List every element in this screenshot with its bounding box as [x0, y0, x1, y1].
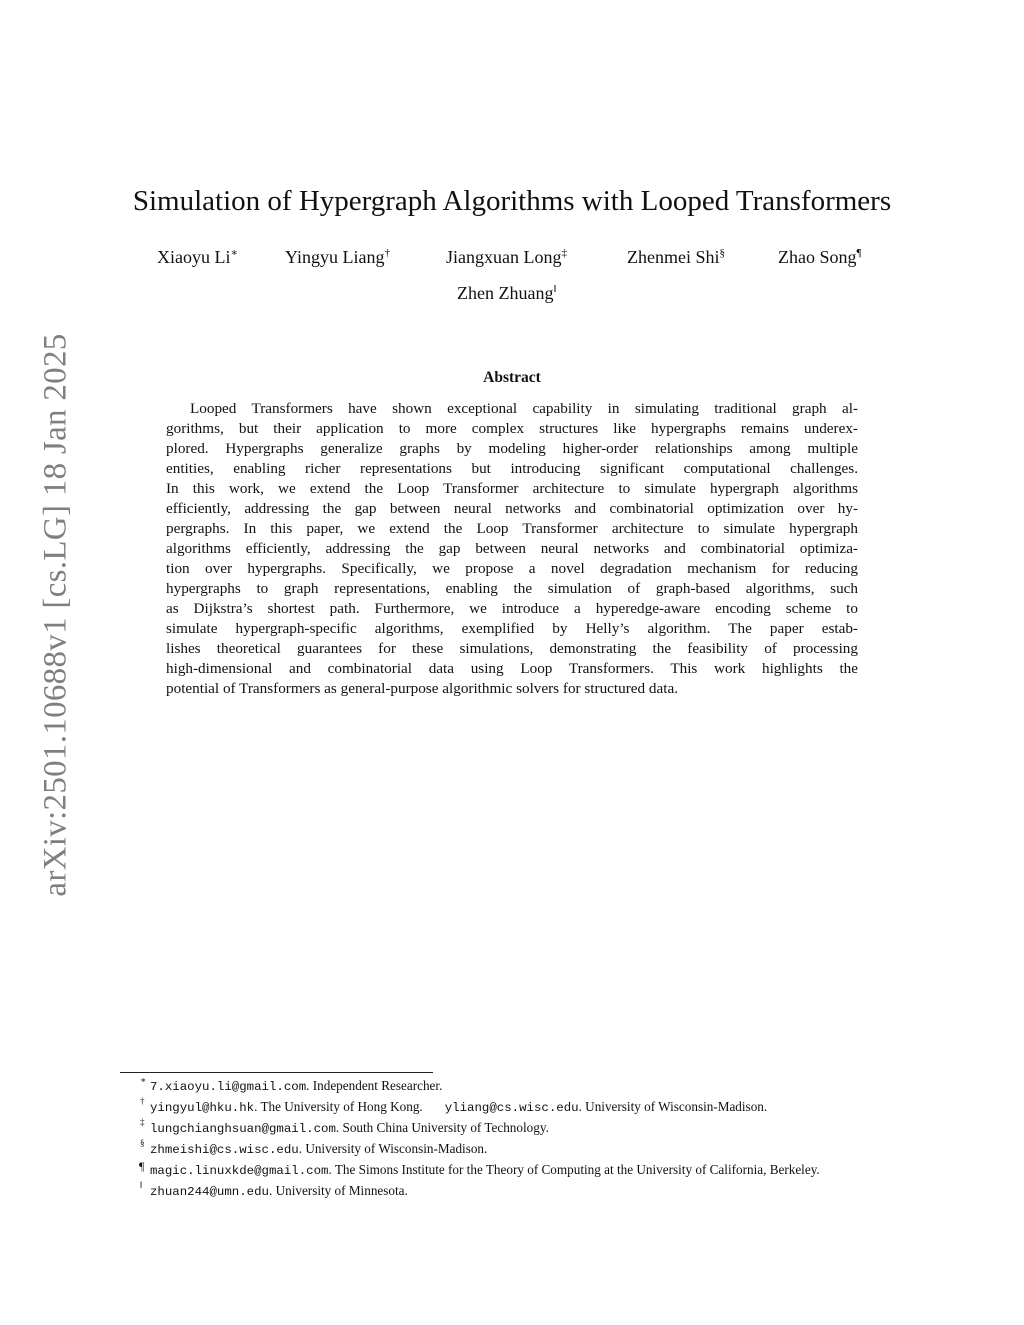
author-mark: †: [384, 247, 390, 259]
footnote-affiliation: . The University of Hong Kong.: [254, 1099, 423, 1114]
author: [446, 246, 567, 268]
author: [627, 246, 725, 268]
abstract-body: [166, 399, 858, 699]
footnote: [120, 1076, 906, 1097]
abstract-line: plored. Hypergraphs generalize graphs by modeling higher-order relationships among multiple: [166, 440, 858, 457]
footnote-email[interactable]: yingyul@hku.hk: [150, 1101, 255, 1115]
footnote-mark: †: [140, 1096, 145, 1106]
author-name: Yingyu Liang: [285, 247, 385, 267]
author: [157, 246, 238, 268]
footnote-affiliation-secondary: . University of Wisconsin-Madison.: [578, 1099, 768, 1114]
footnote-email[interactable]: magic.linuxkde@gmail.com: [150, 1164, 329, 1178]
abstract-line: high-dimensional and combinatorial data using Loop Transformers. This work highlights the: [166, 660, 858, 677]
footnote: [120, 1139, 906, 1160]
paper-title: Simulation of Hypergraph Algorithms with Looped Transformers: [132, 185, 892, 217]
abstract-line: as Dijkstra’s shortest path. Furthermore, we introduce a hyperedge-aware encoding scheme to: [166, 600, 858, 617]
footnote-affiliation: . South China University of Technology.: [335, 1120, 549, 1135]
author-mark: ‖: [553, 283, 557, 295]
author-name: Xiaoyu Li: [157, 247, 231, 267]
footnote-mark: §: [140, 1138, 145, 1148]
abstract-line: tion over hypergraphs. Specifically, we propose a novel degradation mechanism for reducing: [166, 560, 858, 577]
abstract-line: lishes theoretical guarantees for these simulations, demonstrating the feasibility of processing: [166, 640, 858, 657]
footnote: [120, 1118, 906, 1139]
footnote-affiliation: . Independent Researcher.: [306, 1078, 443, 1093]
abstract-line: entities, enabling richer representations but introducing significant computational challenges.: [166, 460, 858, 477]
abstract-heading: Abstract: [483, 369, 541, 386]
footnote-divider: [120, 1072, 433, 1073]
abstract-line: efficiently, addressing the gap between neural networks and combinatorial optimization over hy-: [166, 500, 858, 517]
abstract-line: potential of Transformers as general-purpose algorithmic solvers for structured data.: [166, 680, 679, 697]
footnote-mark: ‡: [140, 1117, 145, 1127]
footnote-email[interactable]: zhuan244@umn.edu: [150, 1185, 269, 1199]
footnotes: [120, 1076, 906, 1202]
footnote-email[interactable]: lungchianghsuan@gmail.com: [150, 1122, 336, 1136]
author: [457, 282, 557, 304]
abstract-line: algorithms efficiently, addressing the gap between neural networks and combinatorial optimiza-: [166, 540, 858, 557]
footnote-email[interactable]: 7.xiaoyu.li@gmail.com: [150, 1080, 307, 1094]
author-name: Zhenmei Shi: [627, 247, 720, 267]
arxiv-identifier: arXiv:2501.10688v1 [cs.LG] 18 Jan 2025: [37, 333, 74, 897]
author-mark: ‡: [561, 247, 567, 259]
footnote: [120, 1160, 906, 1181]
footnote-mark: ∗: [140, 1075, 147, 1085]
abstract-line: gorithms, but their application to more complex structures like hypergraphs remains underex-: [166, 420, 858, 437]
author-mark: ¶: [856, 247, 862, 259]
author: [778, 246, 861, 268]
footnote-affiliation: . The Simons Institute for the Theory of Computing at the University of California, Berkeley.: [328, 1162, 820, 1177]
author-mark: §: [719, 247, 725, 259]
abstract-line: pergraphs. In this paper, we extend the Loop Transformer architecture to simulate hypergraph: [166, 520, 858, 537]
footnote: [120, 1181, 906, 1202]
abstract-line: Looped Transformers have shown exceptional capability in simulating traditional graph al-: [190, 400, 858, 417]
author-mark: ∗: [230, 247, 238, 259]
author-name: Zhao Song: [778, 247, 857, 267]
footnote-affiliation: . University of Minnesota.: [268, 1183, 408, 1198]
author-name: Jiangxuan Long: [446, 247, 562, 267]
footnote-email-secondary[interactable]: yliang@cs.wisc.edu: [444, 1101, 579, 1115]
footnote-affiliation: . University of Wisconsin-Madison.: [298, 1141, 488, 1156]
author: [285, 246, 390, 268]
abstract-line: In this work, we extend the Loop Transformer architecture to simulate hypergraph algorithms: [166, 480, 858, 497]
author-name: Zhen Zhuang: [457, 283, 554, 303]
abstract-line: simulate hypergraph-specific algorithms, exemplified by Helly’s algorithm. The paper estab-: [166, 620, 858, 637]
abstract-line: hypergraphs to graph representations, enabling the simulation of graph-based algorithms, such: [166, 580, 858, 597]
footnote-mark: ‖: [140, 1180, 143, 1190]
footnote: [120, 1097, 906, 1118]
footnote-mark: ¶: [139, 1159, 145, 1173]
footnote-email[interactable]: zhmeishi@cs.wisc.edu: [150, 1143, 299, 1157]
